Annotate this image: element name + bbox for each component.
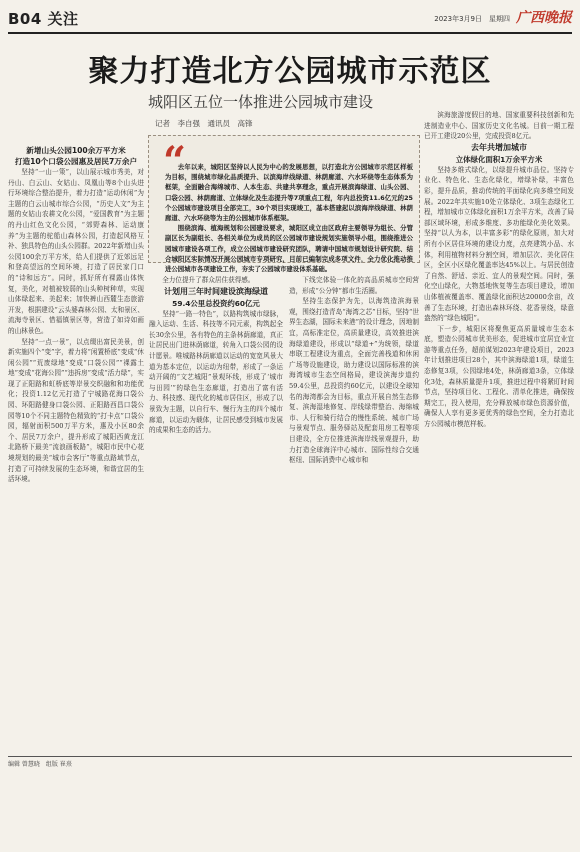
article-headline: 聚力打造北方公园城市示范区 — [88, 54, 492, 89]
body-paragraph: 坚持“一山一策”，以山展示城市秀美，对丹山、白云山、女姑山、凤凰山等8个山头进行环境综合整治提升，着力打造“运动休闲”为主题的白云山城市综合公园，“历史人文”为主题的女姑山农耕文化公园，“爱国教育”为主题的丹山红色文化公园，“郊野森林、运动康养”为主题的驼船山森林公园，打造起风格互补、独具特色的山头公园群。2022年新增山头公园100余万平方米，给人们提供了近郊远足和登高望远的空间环境，打造了居民家门口的“诗和远方”。同时，抓好所有裸露山体恢复，美化，对植被较弱的山头种树种草，实现山体绿起来、美起来；加快裤山西麓生态旅游开发，根据建设“云头婆森林公园、太和景区、流海寺景区、惜福镇景区等，营造了如诗如画的山林景色。 — [8, 168, 144, 335]
article-byline: 记者 李自强 通讯员 高锋 — [155, 119, 253, 128]
column-4-subheading: 立体绿化面积1万余平方米 — [455, 154, 543, 164]
column-3 — [289, 275, 419, 745]
body-paragraph: 滨海旅游度假目的地、国家重要科技创新和先进制造业中心、国家历史文化名城。目前一期工程已开工建设20公里，完成投资8亿元。 — [424, 111, 574, 141]
column-4 — [424, 110, 574, 752]
body-paragraph: 坚持“一点一景”，以点缀出富民美景，创新实施四个“变”字，着力将“闲置桥底”变成“休闲公园”“荒废绿地”变成“口袋公园”“裸露土地”变成“花海公园”“违拆房”变成“活力绿”，实现了正阳路和虹桥底等岸景交织融和和功能优化；投资1.12亿元打造了宁城路花海口袋公园、环阳路健身口袋公园、正阳路西昌口袋公园等10个不同主题特色精致的“打卡点”口袋公园，辐射面积500万平方米，惠及小区80余个、居民7万余户，提升形成了城阳西黄龙江北路桥下最美“流浪画板路”，城阳市民中心花境规划的最美“城市会客厅”等重点路域节点，打造了可持续发展的生态环境，和谐宜居的生活环境。 — [8, 337, 144, 484]
summary-text — [165, 162, 413, 274]
body-paragraph: 下一步，城阳区将聚焦更高质量城市生态本底，塑造公园城市优美形态，促进城市宜居宜业宜游等重点任务，超前谋划2023年建设项目，2023年计划推进项目28个，其中滨海绿道1项，绿道生态修复3项，公园绿地4处，林荫廊道3条，立体绿化3处，森林质量提升1项，推进过程中将紧盯时间节点，坚持项目化、工程化、清单化推进，确保按期完工，投入使用，充分释放城市绿色资源价值，确保人人享有更多更优秀的绿色空间，全力打造北方公园城市模范样板。 — [424, 324, 574, 429]
quote-mark-icon: “ — [163, 138, 187, 185]
column-1 — [8, 145, 144, 745]
heading-line: 打造10个口袋公园惠及居民7万余户 — [14, 157, 138, 166]
summary-paragraph: 去年以来，城阳区坚持以人民为中心的发展思想，以打造北方公园城市示范区样板为目标，围绕城市绿化品质提升、以滨海岸线绿道、林荫廊道、六水环绕等生态体系为框架，全面融合海绵城市、人本生态、共建共享理念，重点开展滨海绿道、山头公园、口袋公园、林荫廊道、立体绿化及生态提升等7项重点工程，年内总投资11.6亿元的25个公园城市建设项目全部完工，30个项目实现竣工，基本搭建起以滨海岸线绿道、林荫廊道、六水环绕等为主的公园城市体系框架。 — [165, 163, 413, 223]
column-2-heading: 计划用三年时间建设滨海绿道 — [164, 286, 268, 296]
section-label: B04 关注 — [8, 10, 79, 28]
editor-credits: 编辑 曾慧晓 组版 崔熹 — [8, 756, 572, 768]
heading-line: 新增山头公园100余万平方米 — [26, 146, 126, 155]
body-paragraph: 坚持“一路一特色”，以路构筑城市绿脉，融入运动、生活、科技等不同元素，构筑起全长30余公里，各有特色的主条林荫廊道，真正让居民出门进林荫廊道，转角入口袋公园的设计愿景。唯城路林荫廊道以运动的宽宽风景大道为基本定位，以运动为纽带，形成了一条运动开阔的“文艺城阳”景观环线，形成了‘城市与田园’”的绿色生态廊道，打造出了富有活力、科技感、现代化的城市居住区，形成了以景致为主题，以自行车、慢行为主的四个城市廊道，以运动为载体，让居民感受到城市发展的成果和生态的活力。 — [149, 309, 283, 435]
body-paragraph: 全力位提升了群众居住获得感。 — [162, 276, 255, 284]
newspaper-logo: 广西晚报 — [516, 10, 572, 26]
body-paragraph: 坚持多维式绿化，以绿提升城市品位。坚持专业化、特色化、生态化绿化，增绿补绿，丰富色彩，提升品质，推动传统的平面绿化向多维空间发展。2022年共实施10处立体绿化、3项生态绿化工程，增加城市立体绿化面积1万余平方米，改善了局部区域环境，形成多维度、多功能绿化美化效果。坚持“以人为本，以丰富多彩”的绿化原则，加大对所有小区居住环境的建设力度，点亮建筑小品、水体，利用植物材料分割空间，增加层次、美化居住区，全区小区绿化覆盖率达45%以上。与居民创造了自然、舒适、亲近、宜人的景观空间。同时，强化空山绿化，大物基地恢复等生态项目建设，增加山体植被覆盖率、覆盖绿化面积达20000余亩，改善了生态环境，打造出森林环绕、花香景绕，绿意盎然的“绿色城阳”。 — [424, 165, 574, 323]
body-paragraph: 坚持生态保护为先，以海筑造滨海景观，围绕打造青岛“海湾之芯”目标，坚持“世界生态湖，国际未来港”的设计理念，因地制宜，高标准定位，高质量建设，高效推进滨海绿道建设，形成以“绿道+”为统领，绿道串联工程建设为重点，全面完善栈道和休闲广场等设施建设，助力建设以国际标准的滨海湾城市生态空间格局，建设滨海步道约59.4公里，总投资约60亿元，以建设全球知名的海湾都会为目标，重点开展自然生态修复、滨海湿地修复、岸线绿带整治、海绵城市、人行和骑行结合的慢性系统、城市广场与景观节点、服务驿站及配套用房工程等项目建设，全方位推进滨海岸线景观提升，助力打造全球海洋中心城市、国际性综合交通枢纽、国际消费中心城市和 — [289, 297, 419, 465]
column-4-heading: 去年共增加城市 — [471, 142, 527, 152]
column-1-heading — [8, 145, 144, 167]
summary-box — [148, 135, 420, 274]
masthead — [8, 6, 572, 34]
summary-paragraph: 围绕滨海、植海规划和公园建设要求，城阳区成立由区政府主要领导为组长、分管副区长为副组长、各相关单位为成员的区公园城市建设规划实施领导小组，围绕推进公园城市建设各项工作，成立公园城市建设研究团队，聘请中国城市规划设计研究院、结合城阳区实际情况开展公园城市专项研究，目前已编制完成多项文件，全力优化推动推进公园城市各项建设工作，夯实了公园城市建设体系基础。 — [165, 224, 413, 274]
publication-date: 2023年3月9日 星期四 — [434, 15, 510, 23]
column-2 — [149, 275, 283, 745]
body-paragraph: 下线完体验一体化的高品质城市空间营造，形成“公分钟”都市生活圈。 — [289, 276, 419, 295]
article-subheadline: 城阳区五位一体推进公园城市建设 — [148, 93, 374, 111]
column-2-subheading: 59.4公里总投资约60亿元 — [172, 298, 260, 308]
